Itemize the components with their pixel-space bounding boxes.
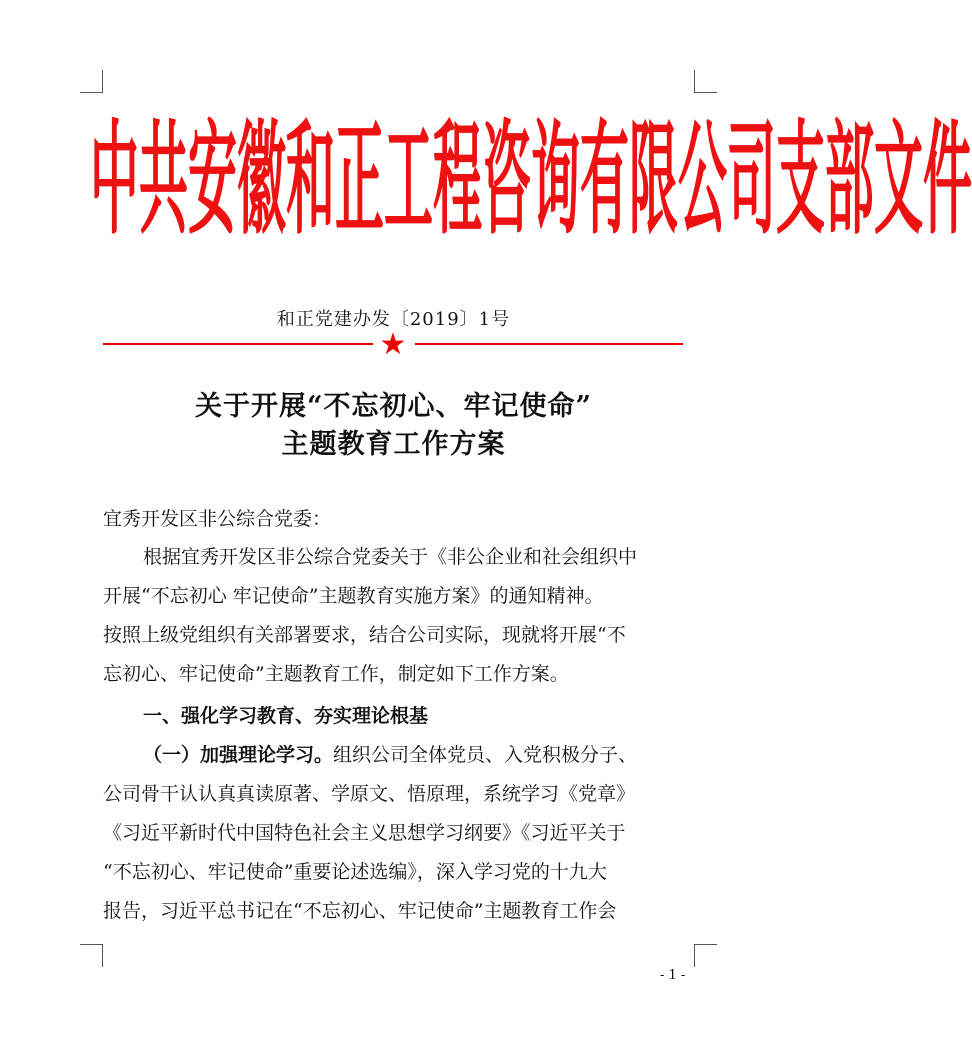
paragraph-2-line: 公司骨干认认真真读原著、学原文、悟原理，系统学习《党章》 [103,783,636,805]
red-divider-left [103,343,373,345]
salutation: 宜秀开发区非公综合党委： [103,508,332,530]
document-number: 和正党建办发〔2019〕1号 [276,309,511,330]
paragraph-2-line: 报告，习近平总书记在“不忘初心、牢记使命”主题教育工作会 [103,900,617,922]
document-title-line-2: 主题教育工作方案 [281,429,506,460]
crop-mark-bottom-left [80,944,103,967]
paragraph-2 [103,736,693,931]
red-divider-right [415,343,683,345]
paragraph-2-line: “不忘初心、牢记使命”重要论述选编》，深入学习党的十九大 [103,861,607,883]
red-header-title: 中共安徽和正工程咨询有限公司支部文件 [90,109,972,252]
paragraph-2-first-line [103,736,693,775]
section-heading-1: 一、强化学习教育、夯实理论根基 [143,705,429,727]
paragraph-2-line: 组织公司全体党员、入党积极分子、 [333,744,638,766]
crop-mark-bottom-right [694,944,717,967]
paragraph-1 [103,538,693,694]
paragraph-2-line: 《习近平新时代中国特色社会主义思想学习纲要》《习近平关于 [103,822,626,844]
paragraph-1-line: 开展“不忘初心 牢记使命”主题教育实施方案》的通知精神。 [103,585,604,607]
paragraph-1-line: 根据宜秀开发区非公综合党委关于《非公企业和社会组织中 [143,546,638,568]
paragraph-1-line: 忘初心、牢记使命”主题教育工作，制定如下工作方案。 [103,663,569,685]
page-number: - 1 - [660,968,686,983]
document-title-line-1: 关于开展“不忘初心、牢记使命” [194,391,593,422]
paragraph-2-lead: （一）加强理论学习。 [143,744,334,766]
paragraph-1-line: 按照上级党组织有关部署要求，结合公司实际，现就将开展“不 [103,624,626,646]
red-star-icon: ★ [379,327,407,362]
